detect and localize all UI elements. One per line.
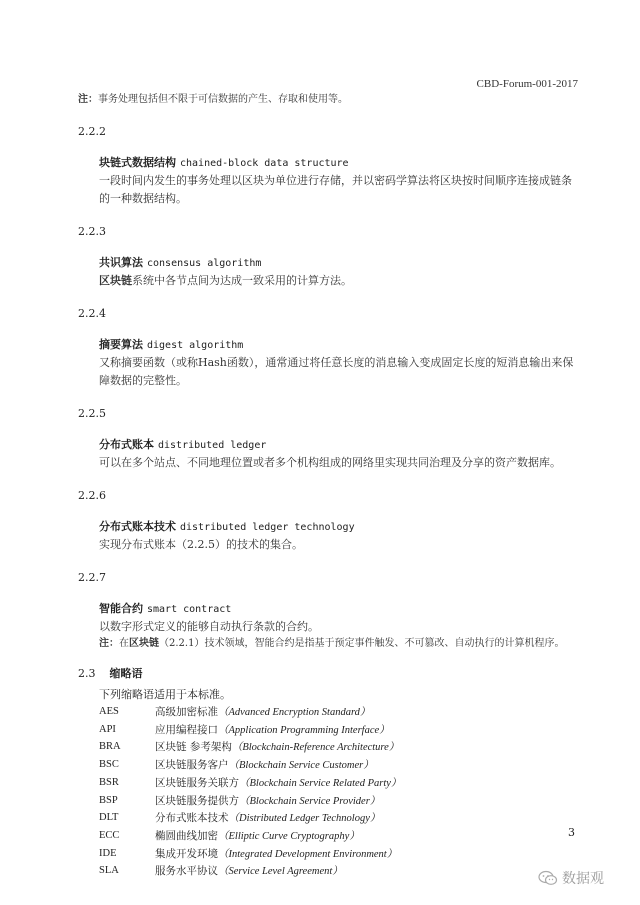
abbreviation-code: IDE	[99, 847, 117, 859]
entry-2-2-5	[78, 406, 578, 472]
term-heading	[99, 601, 578, 618]
abbreviation-cn: 区块链服务提供方	[155, 794, 239, 807]
abbreviation-row	[99, 810, 578, 828]
section-number: 2.2.6	[78, 489, 106, 502]
abbreviation-row	[99, 828, 578, 846]
term-heading	[99, 255, 578, 272]
entry-2-2-2	[78, 124, 578, 208]
watermark	[538, 868, 604, 888]
abbreviation-row	[99, 846, 578, 864]
abbreviation-description	[155, 793, 380, 811]
abbreviation-en: （Distributed Ledger Technology）	[228, 813, 381, 825]
abbreviation-row	[99, 793, 578, 811]
abbreviation-description	[155, 722, 390, 740]
abbreviation-code: SLA	[99, 865, 119, 877]
section-number: 2.2.4	[78, 307, 106, 320]
abbreviation-cn: 集成开发环境	[155, 847, 218, 860]
abbreviation-cn: 高级加密标准	[155, 706, 218, 718]
abbreviation-cn: 区块链服务关联方	[155, 776, 239, 789]
abbreviation-en: （Advanced Encryption Standard）	[218, 707, 371, 718]
abbreviation-description	[155, 810, 380, 828]
section-number: 2.2.3	[78, 225, 106, 238]
term-en: digest algorithm	[147, 340, 244, 351]
abbreviation-en: （Blockchain Service Related Party）	[239, 777, 402, 789]
section-number: 2.2.2	[78, 125, 106, 138]
abbreviation-en: （Blockchain Service Customer）	[228, 760, 374, 772]
entry-2-2-7	[78, 570, 578, 652]
abbreviation-description	[155, 846, 397, 864]
section-number: 2.3	[78, 667, 96, 680]
abbreviation-code: DLT	[99, 812, 119, 824]
term-cn: 摘要算法	[99, 338, 143, 351]
abbreviation-code: BSC	[99, 759, 119, 771]
abbreviation-code: BSP	[99, 794, 118, 806]
abbreviation-description	[155, 757, 374, 775]
abbreviation-cn: 分布式账本技术	[155, 812, 229, 825]
term-definition: 以数字形式定义的能够自动执行条款的合约。	[99, 620, 319, 633]
abbreviation-cn: 服务水平协议	[155, 865, 218, 878]
abbreviation-description	[155, 863, 343, 881]
abbreviation-row	[99, 775, 578, 793]
note-prefix: 在	[119, 638, 129, 649]
abbreviation-code: BSR	[99, 776, 119, 788]
term-heading	[99, 519, 578, 536]
abbreviation-cn: 椭圆曲线加密	[155, 829, 218, 842]
term-note	[99, 636, 578, 652]
term-en: distributed ledger	[158, 440, 267, 451]
note-text: （2.2.1）技术领域，智能合约是指基于预定事件触发、不可篡改、自动执行的计算机程序。	[159, 638, 565, 649]
term-heading	[99, 437, 578, 454]
term-cn: 分布式账本技术	[99, 520, 176, 533]
abbreviation-code: API	[99, 723, 116, 735]
definition-text: 系统中各节点间为达成一致采用的计算方法。	[132, 274, 352, 287]
abbreviation-description	[155, 775, 401, 793]
page-content	[78, 92, 578, 881]
term-definition: 实现分布式账本（2.2.5）的技术的集合。	[99, 538, 303, 551]
abbreviations-section	[78, 666, 578, 881]
term-en: distributed ledger technology	[180, 522, 355, 533]
abbreviation-en: （Blockchain Service Provider）	[239, 795, 381, 807]
abbreviation-list	[99, 704, 578, 881]
note-label: 注：	[78, 94, 98, 105]
wechat-icon	[538, 870, 558, 886]
section-number: 2.2.5	[78, 407, 106, 420]
abbreviation-row	[99, 739, 578, 757]
term-definition	[99, 272, 578, 290]
abbreviation-en: （Elliptic Curve Cryptography）	[218, 830, 360, 842]
term-en: chained-block data structure	[180, 158, 349, 169]
entry-2-2-6	[78, 488, 578, 554]
section-heading	[78, 666, 578, 682]
note-keyword: 区块链	[129, 638, 159, 649]
term-definition: 可以在多个站点、不同地理位置或者多个机构组成的网络里实现共同治理及分享的资产数据库。	[99, 456, 561, 469]
note-label: 注：	[99, 638, 119, 649]
entry-2-2-4	[78, 306, 578, 390]
term-cn: 分布式账本	[99, 438, 154, 451]
abbreviation-cn: 区块链服务客户	[155, 759, 229, 772]
entry-2-2-3	[78, 224, 578, 290]
document-code: CBD-Forum-001-2017	[476, 78, 578, 90]
term-en: smart contract	[147, 604, 232, 615]
abbreviation-code: ECC	[99, 829, 120, 841]
note-text: 事务处理包括但不限于可信数据的产生、存取和使用等。	[98, 94, 348, 105]
term-definition: 又称摘要函数（或称Hash函数），通常通过将任意长度的消息输入变成固定长度的短消息输出来保障数据的完整性。	[99, 356, 574, 387]
abbreviation-code: AES	[99, 706, 119, 717]
abbreviation-en: （Service Level Agreement）	[218, 866, 343, 878]
term-cn: 智能合约	[99, 602, 143, 615]
top-note	[78, 92, 578, 108]
watermark-text: 数据观	[562, 871, 604, 887]
abbreviation-en: （Blockchain-Reference Architecture）	[231, 742, 400, 754]
definition-keyword: 区块链	[99, 274, 132, 287]
abbreviation-row	[99, 757, 578, 775]
section-title: 缩略语	[109, 667, 143, 680]
abbreviation-row	[99, 863, 578, 881]
term-cn: 共识算法	[99, 256, 143, 269]
term-definition: 一段时间内发生的事务处理以区块为单位进行存储，并以密码学算法将区块按时间顺序连接成链条的一种数据结构。	[99, 174, 572, 205]
abbreviation-row	[99, 722, 578, 740]
term-en: consensus algorithm	[147, 258, 262, 269]
term-heading	[99, 155, 578, 172]
abbreviation-en: （Integrated Development Environment）	[218, 848, 398, 860]
abbreviation-description	[155, 704, 370, 722]
abbreviation-description	[155, 828, 360, 846]
abbreviation-row	[99, 704, 578, 722]
section-number: 2.2.7	[78, 571, 106, 584]
abbreviation-cn: 应用编程接口	[155, 723, 218, 736]
abbreviation-code: BRA	[99, 741, 121, 753]
term-heading	[99, 337, 578, 354]
abbreviation-description	[155, 739, 399, 757]
term-cn: 块链式数据结构	[99, 156, 176, 169]
abbreviation-en: （Application Programming Interface）	[218, 724, 390, 736]
section-intro: 下列缩略语适用于本标准。	[99, 688, 231, 701]
page-number: 3	[568, 826, 575, 839]
abbreviation-cn: 区块链 参考架构	[155, 741, 232, 754]
